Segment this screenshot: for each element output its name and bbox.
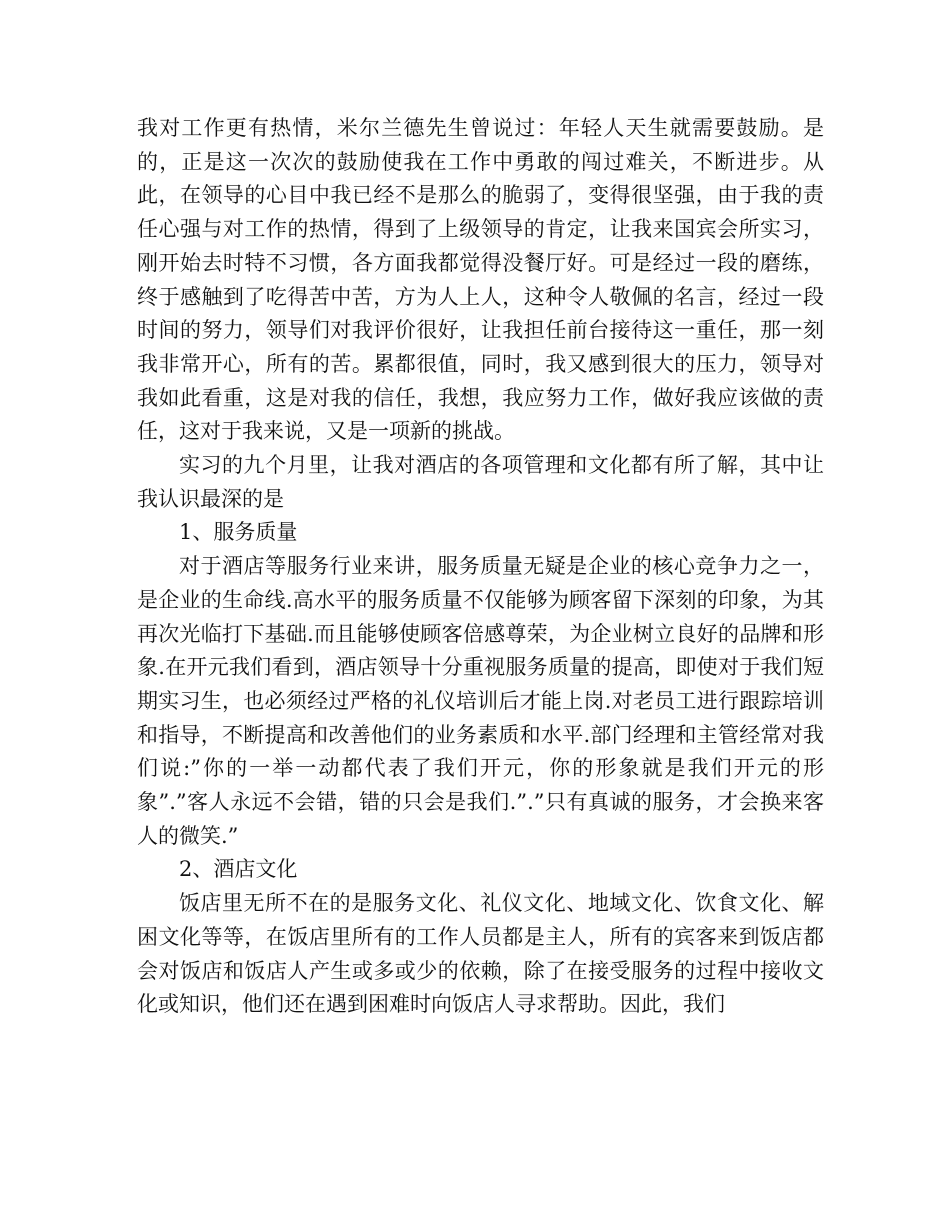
document-page [137,112,824,1022]
section-heading-hotel-culture: 2、酒店文化 [179,857,298,882]
paragraph-internship-overview: 实习的九个月里，让我对酒店的各项管理和文化都有所了解，其中让我认识最深的是 [137,453,824,511]
paragraph-service-quality: 对于酒店等服务行业来讲，服务质量无疑是企业的核心竞争力之一，是企业的生命线.高水平的服务质量不仅能够为顾客留下深刻的印象，为其再次光临打下基础.而且能够使顾客倍感尊荣，为企业树立良好的品牌和形象.在开元我们看到，酒店领导十分重视服务质量的提高，即使对于我们短期实习生，也必须经过严格的礼仪培训后才能上岗.对老员工进行跟踪培训和指导，不断提高和改善他们的业务素质和水平.部门经理和主管经常对我们说:”你的一举一动都代表了我们开元，你的形象就是我们开元的形象”.”客人永远不会错，错的只会是我们.”.”只有真诚的服务，才会换来客人的微笑.” [137,554,824,848]
paragraph-hotel-culture: 饭店里无所不在的是服务文化、礼仪文化、地域文化、饮食文化、解困文化等等，在饭店里所有的工作人员都是主人，所有的宾客来到饭店都会对饭店和饭店人产生或多或少的依赖，除了在接受服务的过程中接收文化或知识，他们还在遇到困难时向饭店人寻求帮助。因此，我们 [137,891,824,1017]
section-heading-service-quality: 1、服务质量 [179,520,298,545]
paragraph-continuation: 我对工作更有热情，米尔兰德先生曾说过：年轻人天生就需要鼓励。是的，正是这一次次的鼓励使我在工作中勇敢的闯过难关，不断进步。从此，在领导的心目中我已经不是那么的脆弱了，变得很坚强，由于我的责任心强与对工作的热情，得到了上级领导的肯定，让我来国宾会所实习，刚开始去时特不习惯，各方面我都觉得没餐厅好。可是经过一段的磨练，终于感触到了吃得苦中苦，方为人上人，这种令人敬佩的名言，经过一段时间的努力，领导们对我评价很好，让我担任前台接待这一重任，那一刻我非常开心，所有的苦。累都很值，同时，我又感到很大的压力，领导对我如此看重，这是对我的信任，我想，我应努力工作，做好我应该做的责任，这对于我来说，又是一项新的挑战。 [137,116,824,444]
